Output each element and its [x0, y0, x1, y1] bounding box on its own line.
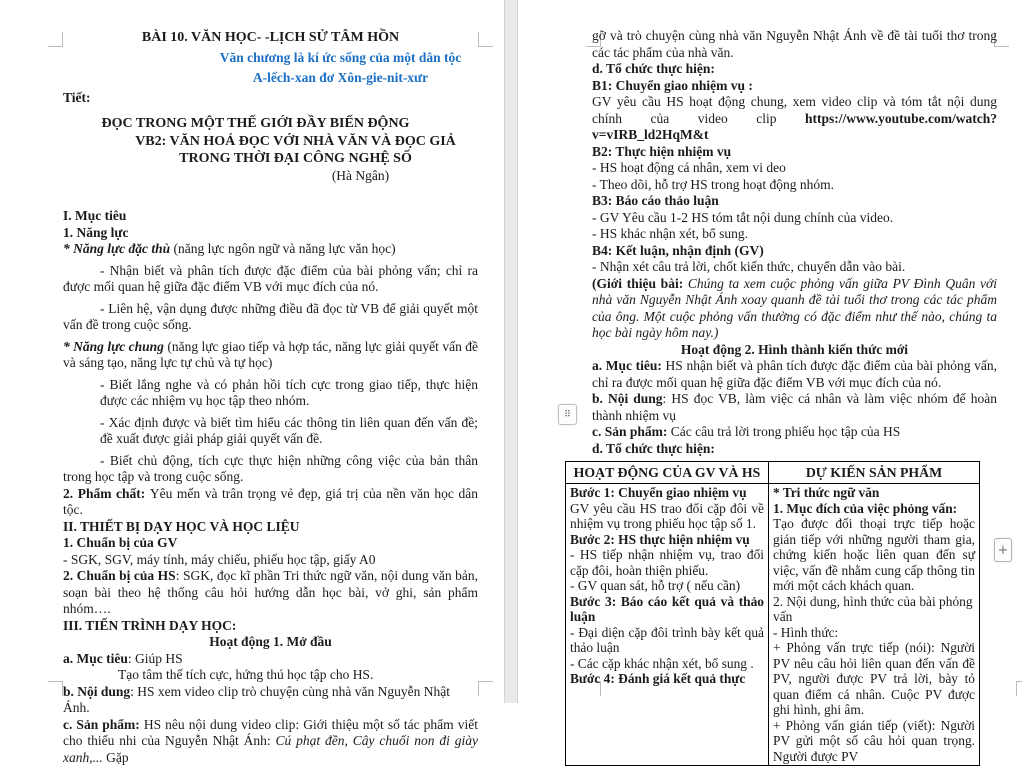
text-run: B1: Chuyển giao nhiệm vụ : [592, 78, 753, 93]
paragraph [592, 391, 997, 424]
table-cell-gv-hs [566, 484, 769, 766]
paragraph [570, 656, 764, 672]
paragraph [63, 301, 478, 334]
crop-mark [478, 32, 493, 47]
heading-hoat-dong-2 [592, 342, 997, 359]
text-run: - Nhận biết và phân tích được đặc điểm của bài phỏng vấn; chỉ ra được mối quan hệ giữa đặc điểm VB với mục đích của nó. [63, 263, 478, 295]
text-run: a. Mục tiêu [63, 651, 128, 666]
paragraph [570, 485, 764, 501]
text-run: - Xác định được và biết tìm hiểu các thông tin liên quan đến vấn đề; đề xuất được giải pháp giải quyết vấn đề. [100, 415, 478, 447]
paragraph [592, 28, 997, 61]
paragraph [570, 547, 764, 578]
paragraph [592, 424, 997, 441]
text-run: - Biết chủ động, tích cực thực hiện những công việc của bản thân trong học tập và trong cuộc sống. [63, 453, 478, 485]
text-run: BÀI 10. VĂN HỌC- -LỊCH SỬ TÂM HỒN [142, 30, 399, 45]
text-run: : HS xem video clip trò chuyện cùng nhà văn Nguyễn Nhật Ánh. [63, 684, 450, 716]
paragraph [773, 501, 975, 517]
crop-mark [1016, 681, 1022, 696]
text-run: (Hà Ngân) [332, 168, 389, 183]
lesson-activity-table [565, 461, 980, 766]
paragraph [63, 486, 478, 519]
page-1-content [63, 28, 478, 766]
text-run: Tạo được đối thoại trực tiếp hoặc gián tiếp với những người tham gia, chứng kiến hoặc liên quan đến sự việc, vấn đề nhằm cung cấp thông tin mới một cách khách quan. [773, 516, 975, 593]
period-label [63, 88, 478, 108]
text-run: - Theo dõi, hỗ trợ HS trong hoạt động nhóm. [592, 177, 834, 192]
text-run: : Giúp HS [128, 651, 183, 666]
text-run: : HS đọc VB, làm việc cá nhân và làm việc nhóm để hoàn thành nhiệm vụ [592, 391, 997, 423]
page-gap [504, 0, 518, 703]
text-run: Bước 4: Đánh giá kết quả thực [570, 671, 745, 686]
paragraph [592, 160, 997, 177]
text-run: Chúng ta xem cuộc phỏng vấn giữa PV Đình Quân với nhà văn Nguyễn Nhật Ánh xoay quanh đề tài tuổi thơ trong các tác phẩm của ông. Một cuộc phỏng vấn thường có đặc điểm như thế nào, chúng ta học bài ngày hôm nay.) [592, 276, 997, 341]
text-run: (năng lực giao tiếp và hợp tác, năng lực giải quyết vấn đề và sáng tạo, năng lực tự chủ và tự học) [63, 339, 478, 371]
text-run: - Liên hệ, vận dụng được những điều đã đọc từ VB để giải quyết một vấn đề trong cuộc sống. [63, 301, 478, 333]
paragraph [592, 210, 997, 227]
text-run: Cú phạt đền, Cây chuối non đi giày xanh,... [63, 733, 478, 765]
paragraph [773, 718, 975, 765]
text-run: I. Mục tiêu [63, 208, 126, 223]
text-run: - HS khác nhận xét, bổ sung. [592, 226, 748, 241]
heading-nang-luc [63, 225, 478, 242]
epigraph-line [203, 48, 478, 68]
text-run: d. Tổ chức thực hiện: [592, 61, 715, 76]
paragraph [592, 243, 997, 260]
text-run: - Đại diện cặp đôi trình bày kết quả thảo luận [570, 625, 764, 656]
page-2-text [592, 28, 997, 457]
paragraph [63, 415, 478, 448]
heading-hoat-dong-1 [63, 634, 478, 651]
text-run: Gặp [103, 750, 129, 765]
text-run: - GV Yêu cầu 1-2 HS tóm tắt nội dung chính của video. [592, 210, 893, 225]
crop-mark [48, 681, 63, 696]
text-run: c. Sản phẩm: [592, 424, 667, 439]
paragraph [570, 532, 764, 548]
paragraph [63, 535, 478, 552]
paragraph [592, 358, 997, 391]
text-run: Yêu mến và trân trọng vẻ đẹp, giá trị của nền văn học dân tộc. [63, 486, 478, 518]
paragraph [592, 94, 997, 144]
page-1 [0, 0, 504, 703]
paragraph [592, 276, 997, 342]
text-run: - GV quan sát, hỗ trợ ( nếu cần) [570, 578, 740, 593]
heading-tien-trinh [63, 618, 478, 635]
table-cell-san-pham [769, 484, 980, 766]
drag-handle-icon[interactable]: ⠿ [558, 404, 577, 425]
crop-mark [48, 32, 63, 47]
plus-button[interactable]: + [994, 538, 1012, 562]
text-title-line2 [113, 150, 478, 167]
text-run: https://www.youtube.com/watch?v=vIRB_ld2HqM&t [592, 111, 997, 143]
table-header-activity: HOẠT ĐỘNG CỦA GV VÀ HS [566, 462, 769, 484]
text-run: gỡ và trò chuyện cùng nhà văn Nguyễn Nhật Ánh về đề tài tuổi thơ trong các tác phẩm của nhà văn. [592, 28, 997, 60]
text-run: c. Sản phẩm: [63, 717, 144, 732]
paragraph [63, 568, 478, 618]
text-run: B2: Thực hiện nhiệm vụ [592, 144, 731, 159]
paragraph [63, 667, 478, 684]
text-run: 1. Mục đích của việc phỏng vấn: [773, 501, 957, 516]
heading-muc-tieu [63, 208, 478, 225]
text-run: Bước 3: Báo cáo kết quả và thảo luận [570, 594, 764, 625]
table-header-row [566, 462, 980, 484]
text-run: (Giới thiệu bài: [592, 276, 688, 291]
text-run: a. Mục tiêu: [592, 358, 666, 373]
text-run: 2. Chuẩn bị của HS [63, 568, 176, 583]
lesson-title [63, 28, 478, 48]
text-run: Các câu trả lời trong phiếu học tập của HS [667, 424, 900, 439]
text-run: Hoạt động 2. Hình thành kiến thức mới [681, 342, 908, 357]
text-run: II. THIẾT BỊ DẠY HỌC VÀ HỌC LIỆU [63, 519, 300, 534]
page-2 [518, 0, 1022, 703]
text-run: * Năng lực đặc thù [63, 241, 173, 256]
paragraph [570, 501, 764, 532]
text-run: b. Nội dung [592, 391, 663, 406]
text-run: GV yêu cầu HS hoạt động chung, xem video clip và tóm tắt nội dung chính của video clip [592, 94, 997, 126]
text-run: - Biết lắng nghe và có phản hồi tích cực trong giao tiếp, thực hiện được các nhiệm vụ học tập theo nhóm. [100, 377, 478, 409]
paragraph [63, 717, 478, 766]
page-2-content [592, 28, 997, 766]
table-body-row [566, 484, 980, 766]
paragraph [592, 144, 997, 161]
text-run: A-lếch-xan đơ Xôn-gie-nit-xưr [253, 70, 428, 85]
paragraph [63, 684, 478, 717]
text-run: 2. Nội dung, hình thức của bài phỏng vấn [773, 594, 973, 625]
table-header-product: DỰ KIẾN SẢN PHẨM [769, 462, 980, 484]
paragraph [592, 61, 997, 78]
text-run: - SGK, SGV, máy tính, máy chiếu, phiếu học tập, giấy A0 [63, 552, 375, 567]
paragraph [592, 226, 997, 243]
text-run: + Phỏng vấn gián tiếp (viết): Người PV gửi một số câu hỏi quan trọng. Người được PV [773, 718, 975, 764]
paragraph [63, 241, 478, 258]
paragraph [773, 516, 975, 594]
text-run: III. TIẾN TRÌNH DẠY HỌC: [63, 618, 236, 633]
paragraph [63, 377, 478, 410]
text-run: Bước 1: Chuyển giao nhiệm vụ [570, 485, 747, 500]
text-run: GV yêu cầu HS trao đổi cặp đôi về nhiệm vụ trong phiếu học tập số 1. [570, 501, 764, 532]
crop-mark [478, 681, 493, 696]
heading-thiet-bi [63, 519, 478, 536]
paragraph [570, 578, 764, 594]
text-run: HS nêu nội dung video clip: Giới thiệu một số tác phẩm viết cho thiếu nhi của Nguyễn Nhật Ánh: [63, 717, 478, 749]
text-run: Hoạt động 1. Mở đầu [209, 634, 332, 649]
text-run: + Phỏng vấn trực tiếp (nói): Người PV nêu câu hỏi liên quan đến vấn đề PV, người được PV trả lời, bày tỏ quan điểm cá nhân. Cuộc PV được ghi hình, ghi âm. [773, 640, 975, 717]
text-run: VB2: VĂN HOÁ ĐỌC VỚI NHÀ VĂN VÀ ĐỌC GIẢ [135, 134, 456, 149]
paragraph [592, 259, 997, 276]
paragraph [592, 177, 997, 194]
paragraph [773, 625, 975, 641]
text-run: d. Tổ chức thực hiện: [592, 441, 715, 456]
text-run: HS nhận biết và phân tích được đặc điểm của bài phỏng vấn, chỉ ra được mối quan hệ giữa đặc điểm VB với mục đích của nó. [592, 358, 997, 390]
paragraph [570, 625, 764, 656]
unit-title [63, 114, 448, 133]
text-title-line1 [113, 133, 478, 150]
text-run: Tiết: [63, 90, 91, 105]
text-run: (năng lực ngôn ngữ và năng lực văn học) [173, 241, 395, 256]
text-run: 1. Chuẩn bị của GV [63, 535, 177, 550]
text-run: B4: Kết luận, nhận định (GV) [592, 243, 764, 258]
text-run: Tạo tâm thế tích cực, hứng thú học tập cho HS. [118, 667, 373, 682]
paragraph [63, 552, 478, 569]
text-run: Văn chương là kí ức sống của một dân tộc [220, 50, 462, 65]
text-run: B3: Báo cáo thảo luận [592, 193, 719, 208]
epigraph-author [203, 68, 478, 88]
text-run: - HS hoạt động cá nhân, xem vi deo [592, 160, 786, 175]
text-run: TRONG THỜI ĐẠI CÔNG NGHỆ SỐ [179, 151, 412, 166]
text-run: ĐỌC TRONG MỘT THẾ GIỚI ĐẦY BIẾN ĐỘNG [102, 116, 410, 131]
author-name [243, 167, 478, 184]
text-run: Bước 2: HS thực hiện nhiệm vụ [570, 532, 750, 547]
text-run: - Nhận xét câu trả lời, chốt kiến thức, chuyển dẫn vào bài. [592, 259, 905, 274]
paragraph [773, 594, 975, 625]
text-run: 2. Phẩm chất: [63, 486, 150, 501]
text-run: - HS tiếp nhận nhiệm vụ, trao đổi cặp đôi, hoàn thiện phiếu. [570, 547, 764, 578]
paragraph [592, 193, 997, 210]
text-run: - Hình thức: [773, 625, 838, 640]
paragraph [63, 263, 478, 296]
text-run: - Các cặp khác nhận xét, bổ sung . [570, 656, 754, 671]
text-run: * Năng lực chung [63, 339, 167, 354]
paragraph [592, 78, 997, 95]
paragraph [63, 453, 478, 486]
paragraph [592, 441, 997, 458]
paragraph [63, 339, 478, 372]
paragraph [773, 485, 975, 501]
text-run: 1. Năng lực [63, 225, 128, 240]
text-run: : SGK, đọc kĩ phần Tri thức ngữ văn, nội dung văn bản, soạn bài theo hệ thống câu hỏi hướng dẫn học bài, vở ghi, sản phẩm nhóm…. [63, 568, 478, 616]
paragraph [570, 594, 764, 625]
text-run: * Tri thức ngữ văn [773, 485, 879, 500]
text-run: b. Nội dung [63, 684, 130, 699]
paragraph [63, 651, 478, 668]
paragraph [570, 671, 764, 687]
paragraph [773, 640, 975, 718]
